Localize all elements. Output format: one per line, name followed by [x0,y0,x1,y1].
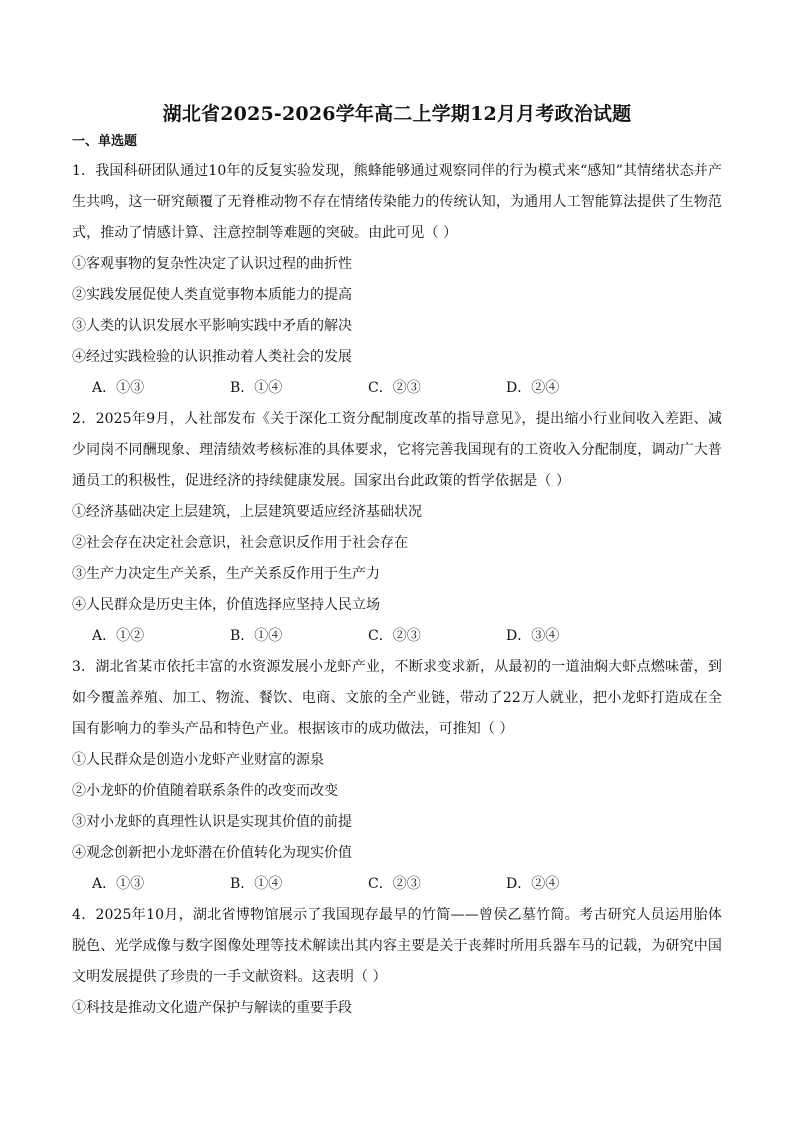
choice-a: A．①② [92,628,145,644]
question-2 [72,404,722,652]
question-stem: 2．2025年9月，人社部发布《关于深化工资分配制度改革的指导意见》，提出缩小行业间收入差距、减少同岗不同酬现象、理清绩效考核标准的具体要求，它将完善我国现有的工资收入分配制度，调动广大普通员工的积极性，促进经济的持续健康发展。国家出台此政策的哲学依据是（ ） [72,411,722,489]
statement-option: ③生产力决定生产关系，生产关系反作用于生产力 [72,566,380,582]
statement-option: ①经济基础决定上层建筑，上层建筑要适应经济基础状况 [72,504,422,520]
statement-option: ①客观事物的复杂性决定了认识过程的曲折性 [72,256,352,272]
statement-option: ④人民群众是历史主体，价值选择应坚持人民立场 [72,597,380,613]
choice-d: D．③④ [506,628,560,644]
answer-choices [72,621,722,652]
question-stem: 1．我国科研团队通过10年的反复实验发现，熊蜂能够通过观察同伴的行为模式来“感知”其情绪状态并产生共鸣，这一研究颠覆了无脊椎动物不存在情绪传染能力的传统认知，为通用人工智能算法提供了生物范式，推动了情感计算、注意控制等难题的突破。由此可见（ ） [72,163,722,241]
statement-option: ②实践发展促使人类直觉事物本质能力的提高 [72,287,352,303]
question-1 [72,156,722,404]
statement-option: ③对小龙虾的真理性认识是实现其价值的前提 [72,814,352,830]
question-3 [72,652,722,900]
choice-c: C．②③ [368,876,421,892]
choice-b: B．①④ [230,628,283,644]
statement-option: ④经过实践检验的认识推动着人类社会的发展 [72,349,352,365]
statement-option: ①科技是推动文化遗产保护与解读的重要手段 [72,1000,352,1016]
choice-c: C．②③ [368,628,421,644]
statement-option: ④观念创新把小龙虾潜在价值转化为现实价值 [72,845,352,861]
choice-b: B．①④ [230,380,283,396]
statement-option: ②社会存在决定社会意识，社会意识反作用于社会存在 [72,535,408,551]
answer-choices [72,869,722,900]
statement-option: ③人类的认识发展水平影响实践中矛盾的解决 [72,318,352,334]
statement-option: ②小龙虾的价值随着联系条件的改变而改变 [72,783,338,799]
choice-b: B．①④ [230,876,283,892]
choice-a: A．①③ [92,380,145,396]
answer-choices [72,373,722,404]
section-heading: 一、单选题 [72,134,138,149]
statement-option: ①人民群众是创造小龙虾产业财富的源泉 [72,752,324,768]
question-4 [72,900,722,1024]
choice-d: D．②④ [506,876,560,892]
page-title: 湖北省2025-2026学年高二上学期12月月考政治试题 [162,103,632,125]
choice-c: C．②③ [368,380,421,396]
question-stem: 4．2025年10月，湖北省博物馆展示了我国现存最早的竹简——曾侯乙墓竹简。考古研究人员运用胎体脱色、光学成像与数字图像处理等技术解读出其内容主要是关于丧葬时所用兵器车马的记载，为研究中国文明发展提供了珍贵的一手文献资料。这表明（ ） [72,907,722,985]
choice-d: D．②④ [506,380,560,396]
choice-a: A．①③ [92,876,145,892]
question-stem: 3．湖北省某市依托丰富的水资源发展小龙虾产业，不断求变求新，从最初的一道油焖大虾点燃味蕾，到如今覆盖养殖、加工、物流、餐饮、电商、文旅的全产业链，带动了22万人就业，把小龙虾打造成在全国有影响力的拳头产品和特色产业。根据该市的成功做法，可推知（ ） [72,659,722,737]
